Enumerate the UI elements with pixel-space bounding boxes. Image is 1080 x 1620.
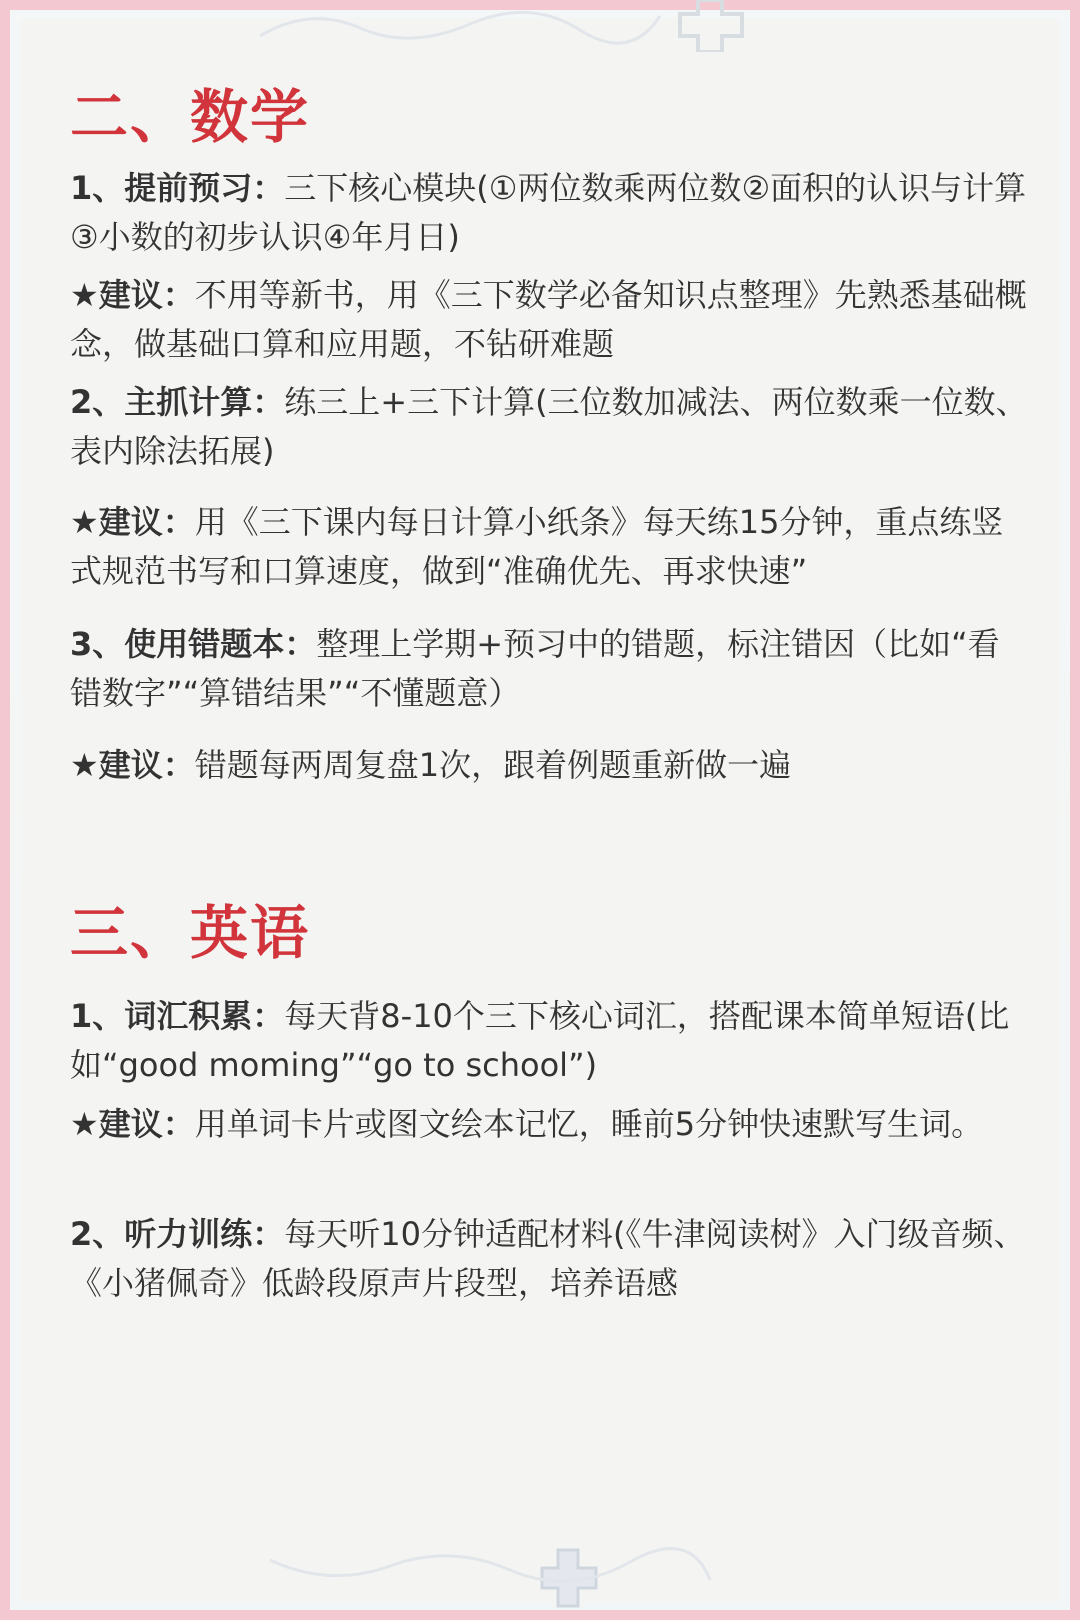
item-text: 每天听10分钟适配材料(《牛津阅读树》入门级音频、《小猪佩奇》低龄段原声片段型，培养语感 [70, 1215, 1026, 1302]
swirl-decoration [260, 1540, 720, 1590]
math-item-suggestion [70, 741, 1030, 790]
item-lead: ★建议： [70, 1105, 195, 1143]
math-item-preview [70, 164, 1030, 262]
section-title-math: 二、数学 [70, 83, 311, 151]
item-text: 整理上学期+预习中的错题，标注错因（比如“看错数字”“算错结果”“不懂题意） [70, 625, 1000, 712]
item-lead: ★建议： [70, 276, 195, 314]
item-lead: 3、使用错题本： [70, 625, 317, 663]
item-text: 不用等新书，用《三下数学必备知识点整理》先熟悉基础概念，做基础口算和应用题，不钻研难题 [70, 276, 1027, 363]
item-lead: ★建议： [70, 746, 195, 784]
item-text: 用单词卡片或图文绘本记忆，睡前5分钟快速默写生词。 [194, 1105, 984, 1143]
item-lead: ★建议： [70, 503, 195, 541]
plus-cross-icon [676, 0, 746, 52]
item-text: 错题每两周复盘1次，跟着例题重新做一遍 [194, 746, 792, 784]
swirl-decoration [250, 6, 670, 46]
item-lead: 2、听力训练： [70, 1215, 285, 1253]
english-item-vocabulary [70, 992, 1030, 1090]
item-lead: 1、词汇积累： [70, 997, 285, 1035]
english-item-listening [70, 1210, 1030, 1308]
item-lead: 2、主抓计算： [70, 383, 285, 421]
section-title-english: 三、英语 [70, 899, 311, 967]
math-item-calculation [70, 378, 1030, 476]
item-text: 练三上+三下计算(三位数加减法、两位数乘一位数、表内除法拓展) [70, 383, 1028, 470]
item-lead: 1、提前预习： [70, 169, 285, 207]
item-text: 每天背8-10个三下核心词汇，搭配课本简单短语(比如“good moming”“go to school”) [70, 997, 1010, 1084]
item-text: 用《三下课内每日计算小纸条》每天练15分钟，重点练竖式规范书写和口算速度，做到“准确优先、再求快速” [70, 503, 1004, 590]
math-item-suggestion [70, 271, 1030, 369]
item-text: 三下核心模块(①两位数乘两位数②面积的认识与计算③小数的初步认识④年月日) [70, 169, 1027, 256]
math-item-suggestion [70, 498, 1030, 596]
english-item-suggestion [70, 1100, 1030, 1149]
math-item-mistake-book [70, 620, 1030, 718]
